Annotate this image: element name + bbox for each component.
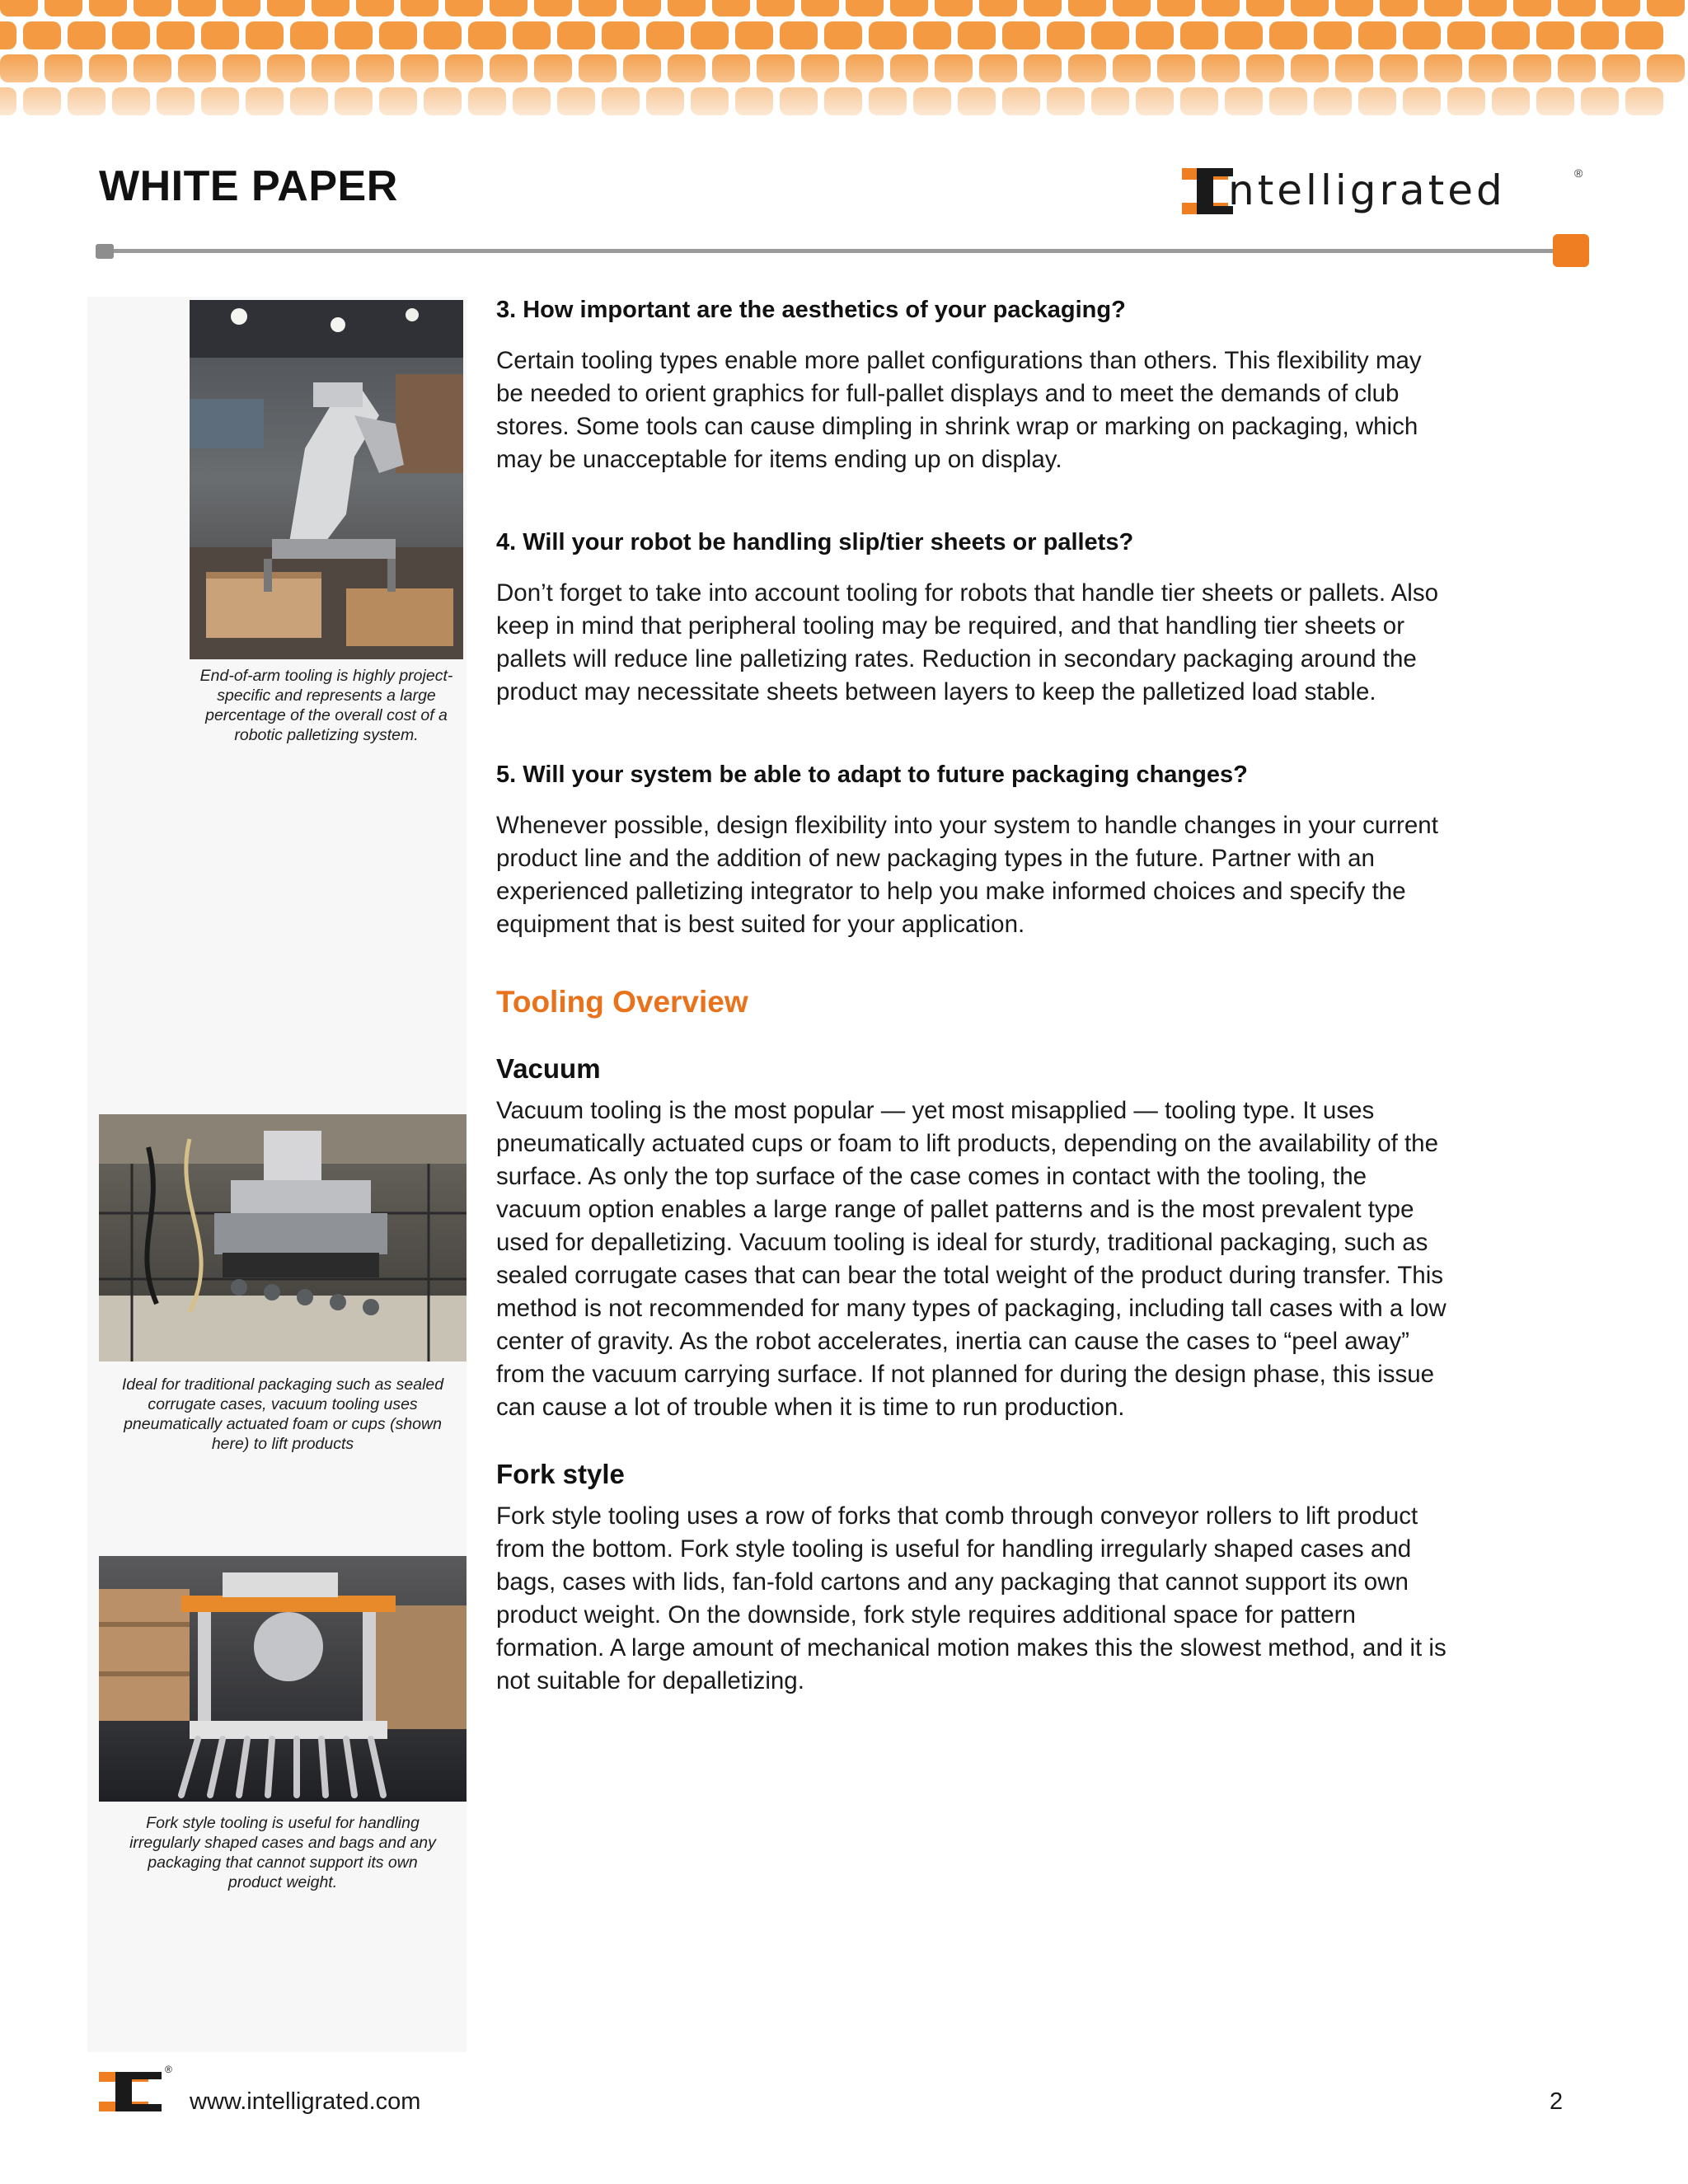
figure-caption: Fork style tooling is useful for handling irregularly shaped cases and bags and any packaging that cannot support its own product weight.	[129, 1814, 436, 1891]
subsection-body: Vacuum tooling is the most popular — yet most misapplied — tooling type. It uses pneumatically actuated cups or foam to lift products, depending on the availability of the surface. As only the top surface of the case comes in contact with the tooling, the vacuum option enables a large range of pallet patterns and is the most prevalent type used for depalletizing. Vacuum tooling is ideal for sturdy, traditional packaging, such as sealed corrugate cases that can bear the total weight of the product during transfer. This method is not recommended for many types of packaging, including tall cases with a low center of gravity. As the robot accelerates, inertia can cause the cases to “peel away” from the vacuum carrying surface. If not planned for during the design phase, this issue can cause a lot of trouble when it is time to run production.	[496, 1097, 1447, 1421]
logo-wordmark: ntelligrated	[1228, 166, 1506, 214]
subsection-body: Fork style tooling uses a row of forks that comb through conveyor rollers to lift product from the bottom. Fork style tooling is useful for handling irregularly shaped cases and bags, cases with lids, fan-fold cartons and any packaging that cannot support its own product weight. On the downside, fork style requires additional space for pattern formation. A large amount of mechanical motion makes this the slowest method, and it is not suitable for depalletizing.	[496, 1502, 1447, 1694]
rule-end-marker	[1553, 234, 1589, 267]
footer-url[interactable]: www.intelligrated.com	[190, 2088, 421, 2115]
header-rule	[96, 242, 1589, 262]
intelligrated-logo	[1180, 163, 1584, 221]
vacuum-tooling-photo	[99, 1114, 467, 1361]
question-block	[496, 758, 1452, 941]
question-block	[496, 526, 1452, 709]
question-body: Certain tooling types enable more pallet configurations than others. This flexibility may be needed to orient graphics for full-pallet displays and to meet the demands of club stores. Some tools can cause dimpling in shrink wrap or marking on packaging, which may be unacceptable for items ending up on display.	[496, 347, 1422, 473]
question-body: Don’t forget to take into account tooling for robots that handle tier sheets or pallets. Also keep in mind that peripheral tooling may be required, and that handling tier sheets or pallets will reduce line palletizing rates. Reduction in secondary packaging around the product may necessitate sheets between layers to keep the palletized load stable.	[496, 579, 1438, 705]
section-title: Tooling Overview	[496, 985, 748, 1019]
subsection-vacuum	[496, 1052, 1452, 1424]
document-type-title: WHITE PAPER	[99, 162, 398, 210]
figure-caption: End-of-arm tooling is highly project-specific and represents a large percentage of the overall cost of a robotic palletizing system.	[199, 667, 453, 744]
subsection-heading: Vacuum	[496, 1053, 601, 1084]
figure-caption: Ideal for traditional packaging such as sealed corrugate cases, vacuum tooling uses pneumatically actuated foam or cups (shown here) to lift products	[121, 1376, 444, 1453]
rule-start-marker	[96, 244, 114, 259]
logo-registered-mark: ®	[1574, 166, 1583, 180]
footer-logo	[97, 2064, 176, 2115]
subsection-heading: Fork style	[496, 1459, 625, 1489]
robot-palletizer-photo	[190, 300, 463, 659]
question-body: Whenever possible, design flexibility into your system to handle changes in your current product line and the addition of new packaging types in the future. Partner with an experienced palletizing integrator to help you make informed choices and specify the equipment that is best suited for your application.	[496, 812, 1438, 938]
footer-registered-mark: ®	[165, 2064, 172, 2075]
question-heading: 3. How important are the aesthetics of your packaging?	[496, 297, 1126, 323]
fork-tooling-photo	[99, 1556, 467, 1802]
question-heading: 4. Will your robot be handling slip/tier sheets or pallets?	[496, 529, 1134, 555]
main-content	[496, 293, 1452, 1747]
subsection-fork-style	[496, 1457, 1452, 1698]
header-tile-pattern	[0, 0, 1688, 136]
question-heading: 5. Will your system be able to adapt to future packaging changes?	[496, 762, 1248, 788]
question-block	[496, 293, 1452, 476]
page-number: 2	[1550, 2088, 1564, 2115]
